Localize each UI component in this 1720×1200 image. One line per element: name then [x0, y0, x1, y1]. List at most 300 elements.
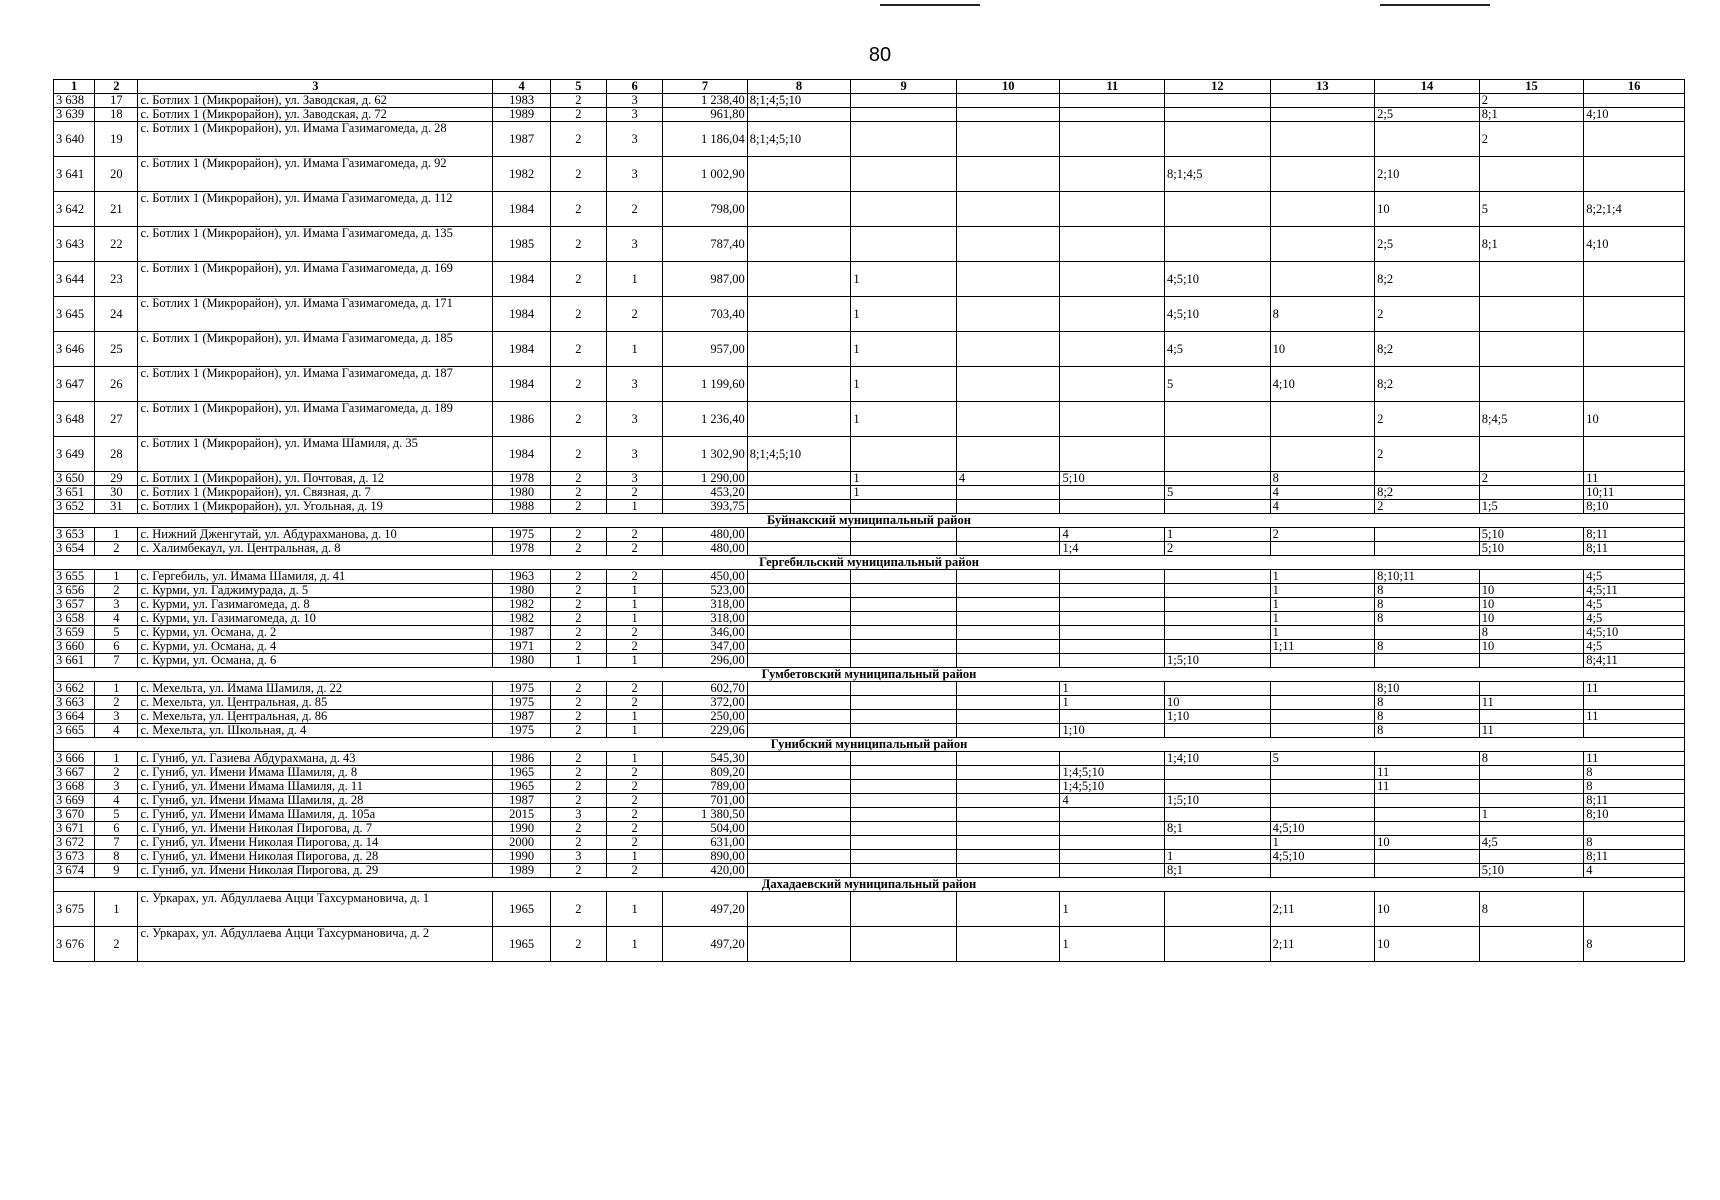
- table-cell: 11: [1584, 682, 1685, 696]
- table-cell: 3: [550, 850, 606, 864]
- table-cell: 8: [1479, 752, 1584, 766]
- table-cell: 2: [607, 864, 663, 878]
- table-cell: 11: [1584, 472, 1685, 486]
- table-cell: 2: [607, 780, 663, 794]
- table-cell: [956, 528, 1060, 542]
- table-cell: [956, 850, 1060, 864]
- table-cell: [851, 640, 957, 654]
- table-cell: [1165, 437, 1271, 472]
- table-cell: 1986: [493, 402, 550, 437]
- table-cell: 8;1;4;5: [1165, 157, 1271, 192]
- table-cell: 8;11: [1584, 528, 1685, 542]
- table-cell: 347,00: [663, 640, 747, 654]
- table-cell: [1060, 94, 1165, 108]
- table-cell: [1270, 808, 1375, 822]
- table-cell: 20: [95, 157, 138, 192]
- table-cell: 1;10: [1165, 710, 1271, 724]
- table-cell: [956, 486, 1060, 500]
- table-cell: [1060, 752, 1165, 766]
- table-cell: 1: [607, 927, 663, 962]
- table-cell: [1060, 122, 1165, 157]
- table-cell: 3: [607, 367, 663, 402]
- table-cell: 1987: [493, 122, 550, 157]
- table-cell: 5: [95, 808, 138, 822]
- table-cell: [747, 836, 851, 850]
- table-cell: [747, 486, 851, 500]
- table-cell: 3 645: [54, 297, 95, 332]
- table-cell: [956, 570, 1060, 584]
- table-cell: 3: [607, 108, 663, 122]
- table-cell: 1 380,50: [663, 808, 747, 822]
- table-cell: 8: [1479, 626, 1584, 640]
- table-cell: 2: [607, 822, 663, 836]
- table-cell: [1584, 892, 1685, 927]
- table-cell: [956, 192, 1060, 227]
- table-cell: 787,40: [663, 227, 747, 262]
- table-cell: [851, 724, 957, 738]
- table-cell: 8;1: [1165, 822, 1271, 836]
- table-cell: [1165, 227, 1271, 262]
- table-cell: 1965: [493, 892, 550, 927]
- table-cell: 1: [607, 724, 663, 738]
- table-cell: 3 671: [54, 822, 95, 836]
- table-cell: 8: [1584, 766, 1685, 780]
- table-cell: 2: [550, 122, 606, 157]
- table-cell: 2: [550, 682, 606, 696]
- table-cell: 789,00: [663, 780, 747, 794]
- table-cell: 19: [95, 122, 138, 157]
- table-cell: 3 673: [54, 850, 95, 864]
- table-cell: 17: [95, 94, 138, 108]
- table-cell: 3 668: [54, 780, 95, 794]
- table-cell: 1983: [493, 94, 550, 108]
- table-cell: [747, 500, 851, 514]
- table-cell: 3 655: [54, 570, 95, 584]
- table-cell: 523,00: [663, 584, 747, 598]
- table-cell: [1584, 367, 1685, 402]
- table-cell: 3: [607, 227, 663, 262]
- table-cell: 2015: [493, 808, 550, 822]
- table-cell: 3 665: [54, 724, 95, 738]
- table-cell: 393,75: [663, 500, 747, 514]
- table-cell: [956, 332, 1060, 367]
- table-cell: 2: [550, 528, 606, 542]
- table-cell: 2: [95, 766, 138, 780]
- table-cell: 11: [1584, 710, 1685, 724]
- table-cell: 3 639: [54, 108, 95, 122]
- table-cell: [851, 892, 957, 927]
- table-cell: [1479, 780, 1584, 794]
- table-row: [54, 584, 1685, 598]
- table-cell: 10: [1375, 892, 1480, 927]
- table-cell: [851, 598, 957, 612]
- table-cell: 3 667: [54, 766, 95, 780]
- table-cell: 8: [1584, 836, 1685, 850]
- table-cell: [956, 612, 1060, 626]
- table-cell: [1060, 192, 1165, 227]
- address-cell: с. Мехельта, ул. Школьная, д. 4: [138, 724, 493, 738]
- table-cell: 1984: [493, 262, 550, 297]
- table-row: [54, 297, 1685, 332]
- table-cell: [747, 682, 851, 696]
- column-number-cell: 3: [138, 80, 493, 94]
- address-cell: с. Ботлих 1 (Микрорайон), ул. Имама Газимагомеда, д. 169: [138, 262, 493, 297]
- table-cell: [1165, 192, 1271, 227]
- table-cell: [1270, 542, 1375, 556]
- table-cell: [1375, 822, 1480, 836]
- table-cell: [1060, 402, 1165, 437]
- table-cell: [851, 528, 957, 542]
- table-cell: [851, 612, 957, 626]
- table-cell: 29: [95, 472, 138, 486]
- table-cell: 3 676: [54, 927, 95, 962]
- table-cell: 8: [1375, 724, 1480, 738]
- table-cell: 1980: [493, 486, 550, 500]
- table-cell: [747, 696, 851, 710]
- table-cell: 3 666: [54, 752, 95, 766]
- table-cell: [747, 192, 851, 227]
- table-cell: 2: [607, 570, 663, 584]
- table-cell: 890,00: [663, 850, 747, 864]
- table-cell: 2: [550, 780, 606, 794]
- table-cell: [1479, 822, 1584, 836]
- table-cell: [1165, 892, 1271, 927]
- table-cell: 1;5;10: [1165, 794, 1271, 808]
- table-row: [54, 927, 1685, 962]
- address-cell: с. Ботлих 1 (Микрорайон), ул. Имама Шамиля, д. 35: [138, 437, 493, 472]
- table-cell: [1165, 724, 1271, 738]
- table-cell: 10: [1375, 836, 1480, 850]
- table-cell: [1479, 486, 1584, 500]
- table-cell: [1165, 94, 1271, 108]
- table-cell: 1: [1479, 808, 1584, 822]
- table-cell: [851, 227, 957, 262]
- table-cell: [956, 836, 1060, 850]
- table-cell: 8;11: [1584, 542, 1685, 556]
- table-cell: [747, 640, 851, 654]
- table-cell: 1990: [493, 822, 550, 836]
- table-row: [54, 108, 1685, 122]
- table-cell: [1060, 108, 1165, 122]
- table-cell: 2: [550, 108, 606, 122]
- table-cell: [1060, 640, 1165, 654]
- table-cell: [956, 542, 1060, 556]
- table-cell: 2: [95, 584, 138, 598]
- column-number-cell: 10: [956, 80, 1060, 94]
- address-cell: с. Курми, ул. Османа, д. 2: [138, 626, 493, 640]
- table-cell: 1: [607, 850, 663, 864]
- address-cell: с. Гергебиль, ул. Имама Шамиля, д. 41: [138, 570, 493, 584]
- table-cell: [747, 570, 851, 584]
- section-title: Гергебильский муниципальный район: [54, 556, 1685, 570]
- section-title: Дахадаевский муниципальный район: [54, 878, 1685, 892]
- address-cell: с. Уркарах, ул. Абдуллаева Ацци Тахсурмановича, д. 1: [138, 892, 493, 927]
- table-cell: [956, 584, 1060, 598]
- table-cell: 4;5;11: [1584, 584, 1685, 598]
- table-cell: 296,00: [663, 654, 747, 668]
- table-cell: [1375, 94, 1480, 108]
- table-cell: 2;11: [1270, 927, 1375, 962]
- table-cell: 3 656: [54, 584, 95, 598]
- table-cell: 1: [607, 752, 663, 766]
- column-number-cell: 4: [493, 80, 550, 94]
- table-cell: 8: [1375, 710, 1480, 724]
- table-cell: 4: [1060, 794, 1165, 808]
- table-row: [54, 472, 1685, 486]
- table-cell: 8: [1375, 696, 1480, 710]
- table-cell: [1479, 654, 1584, 668]
- table-cell: [1165, 122, 1271, 157]
- table-cell: [1165, 626, 1271, 640]
- table-cell: [1375, 122, 1480, 157]
- table-cell: [956, 780, 1060, 794]
- table-cell: [851, 108, 957, 122]
- table-cell: 2: [550, 332, 606, 367]
- table-cell: 24: [95, 297, 138, 332]
- table-cell: 1980: [493, 584, 550, 598]
- table-cell: [1165, 108, 1271, 122]
- table-cell: 2: [550, 486, 606, 500]
- table-cell: 2: [550, 836, 606, 850]
- table-row: [54, 654, 1685, 668]
- table-cell: 1: [1165, 528, 1271, 542]
- table-cell: [1479, 570, 1584, 584]
- table-cell: [956, 682, 1060, 696]
- table-cell: 1: [607, 332, 663, 367]
- table-cell: 2: [1270, 528, 1375, 542]
- table-cell: 2: [95, 927, 138, 962]
- table-cell: 3 640: [54, 122, 95, 157]
- table-cell: 5: [1165, 367, 1271, 402]
- table-cell: 2000: [493, 836, 550, 850]
- table-cell: [1165, 570, 1271, 584]
- table-cell: [851, 822, 957, 836]
- section-header-row: [54, 514, 1685, 528]
- table-row: [54, 696, 1685, 710]
- table-cell: [747, 542, 851, 556]
- table-cell: 2: [550, 927, 606, 962]
- table-cell: 1: [1060, 927, 1165, 962]
- table-cell: 4: [1584, 864, 1685, 878]
- table-cell: 2: [607, 794, 663, 808]
- table-cell: [747, 654, 851, 668]
- table-cell: 4;5: [1584, 598, 1685, 612]
- table-cell: [747, 710, 851, 724]
- table-cell: [747, 850, 851, 864]
- address-cell: с. Халимбекаул, ул. Центральная, д. 8: [138, 542, 493, 556]
- table-cell: [956, 297, 1060, 332]
- table-cell: 2: [550, 710, 606, 724]
- table-cell: [747, 528, 851, 542]
- address-cell: с. Ботлих 1 (Микрорайон), ул. Угольная, д. 19: [138, 500, 493, 514]
- table-cell: 4;5;10: [1270, 822, 1375, 836]
- table-cell: 2: [607, 682, 663, 696]
- table-cell: [1060, 864, 1165, 878]
- table-cell: 480,00: [663, 528, 747, 542]
- table-cell: [956, 108, 1060, 122]
- table-row: [54, 402, 1685, 437]
- table-cell: 1: [607, 598, 663, 612]
- table-row: [54, 892, 1685, 927]
- table-cell: 8;10;11: [1375, 570, 1480, 584]
- table-cell: [956, 500, 1060, 514]
- address-cell: с. Нижний Дженгутай, ул. Абдурахманова, д. 10: [138, 528, 493, 542]
- table-cell: [1270, 192, 1375, 227]
- table-cell: 4;5: [1584, 640, 1685, 654]
- table-cell: [956, 367, 1060, 402]
- table-cell: 30: [95, 486, 138, 500]
- table-cell: [851, 584, 957, 598]
- table-cell: 1: [550, 654, 606, 668]
- table-cell: 2: [1165, 542, 1271, 556]
- table-cell: [1060, 262, 1165, 297]
- table-cell: [747, 808, 851, 822]
- table-cell: 1: [1270, 626, 1375, 640]
- table-cell: 10: [1479, 612, 1584, 626]
- table-cell: 2: [550, 94, 606, 108]
- table-row: [54, 227, 1685, 262]
- table-cell: 1;4;5;10: [1060, 766, 1165, 780]
- table-cell: 2: [550, 402, 606, 437]
- table-cell: 450,00: [663, 570, 747, 584]
- table-row: [54, 332, 1685, 367]
- address-cell: с. Гуниб, ул. Газиева Абдурахмана, д. 43: [138, 752, 493, 766]
- table-cell: [1375, 794, 1480, 808]
- table-cell: 1 199,60: [663, 367, 747, 402]
- address-cell: с. Гуниб, ул. Имени Имама Шамиля, д. 11: [138, 780, 493, 794]
- table-cell: [1060, 570, 1165, 584]
- table-cell: 1984: [493, 192, 550, 227]
- table-cell: 2: [550, 766, 606, 780]
- table-cell: 809,20: [663, 766, 747, 780]
- table-cell: [747, 927, 851, 962]
- table-cell: 3: [607, 437, 663, 472]
- table-row: [54, 836, 1685, 850]
- table-cell: [1375, 850, 1480, 864]
- address-cell: с. Ботлих 1 (Микрорайон), ул. Связная, д. 7: [138, 486, 493, 500]
- table-cell: [747, 794, 851, 808]
- table-cell: [851, 626, 957, 640]
- table-cell: [1060, 612, 1165, 626]
- table-cell: [851, 682, 957, 696]
- top-edge-mark: [880, 4, 980, 6]
- table-cell: 8: [1584, 780, 1685, 794]
- table-cell: [956, 927, 1060, 962]
- register-body: [54, 94, 1685, 962]
- table-cell: 8: [1270, 297, 1375, 332]
- table-row: [54, 528, 1685, 542]
- column-number-cell: 7: [663, 80, 747, 94]
- table-cell: [1060, 367, 1165, 402]
- table-cell: [851, 808, 957, 822]
- table-row: [54, 367, 1685, 402]
- table-cell: 4;5: [1584, 570, 1685, 584]
- table-cell: [1375, 528, 1480, 542]
- section-title: Гунибский муниципальный район: [54, 738, 1685, 752]
- table-cell: [1270, 780, 1375, 794]
- table-cell: [956, 626, 1060, 640]
- table-cell: [1479, 367, 1584, 402]
- table-cell: [747, 724, 851, 738]
- table-cell: 420,00: [663, 864, 747, 878]
- table-cell: 1990: [493, 850, 550, 864]
- table-cell: 318,00: [663, 612, 747, 626]
- table-cell: 602,70: [663, 682, 747, 696]
- table-cell: 1982: [493, 598, 550, 612]
- table-cell: 8;1: [1479, 227, 1584, 262]
- table-cell: 1: [607, 654, 663, 668]
- table-cell: 1 236,40: [663, 402, 747, 437]
- table-cell: 1: [607, 584, 663, 598]
- table-cell: 1985: [493, 227, 550, 262]
- table-cell: [1270, 682, 1375, 696]
- table-cell: [747, 367, 851, 402]
- table-cell: 2: [550, 598, 606, 612]
- table-cell: [1165, 836, 1271, 850]
- table-cell: [851, 836, 957, 850]
- table-cell: 4;10: [1584, 108, 1685, 122]
- column-number-cell: 12: [1165, 80, 1271, 94]
- table-cell: [1060, 822, 1165, 836]
- table-cell: 1965: [493, 927, 550, 962]
- table-cell: 2: [550, 626, 606, 640]
- column-number-cell: 6: [607, 80, 663, 94]
- table-cell: [1060, 836, 1165, 850]
- column-number-cell: 11: [1060, 80, 1165, 94]
- table-cell: [1060, 626, 1165, 640]
- table-cell: 2: [1375, 437, 1480, 472]
- address-cell: с. Гуниб, ул. Имени Николая Пирогова, д. 7: [138, 822, 493, 836]
- table-cell: [851, 94, 957, 108]
- column-number-cell: 9: [851, 80, 957, 94]
- table-cell: [1060, 584, 1165, 598]
- table-cell: 11: [1479, 696, 1584, 710]
- table-cell: [747, 584, 851, 598]
- table-cell: [1584, 297, 1685, 332]
- table-cell: [1375, 654, 1480, 668]
- table-cell: 1: [607, 612, 663, 626]
- table-cell: [1165, 402, 1271, 437]
- table-cell: 1: [607, 710, 663, 724]
- table-cell: 2;5: [1375, 108, 1480, 122]
- table-cell: 2: [607, 542, 663, 556]
- table-cell: [956, 122, 1060, 157]
- table-cell: 3 661: [54, 654, 95, 668]
- table-cell: 4: [1270, 486, 1375, 500]
- table-cell: 1987: [493, 626, 550, 640]
- table-cell: [1479, 682, 1584, 696]
- table-cell: 1987: [493, 794, 550, 808]
- address-cell: с. Ботлих 1 (Микрорайон), ул. Заводская, д. 62: [138, 94, 493, 108]
- table-cell: 1975: [493, 696, 550, 710]
- table-cell: 703,40: [663, 297, 747, 332]
- table-cell: 4: [95, 724, 138, 738]
- table-cell: 2;10: [1375, 157, 1480, 192]
- table-cell: [956, 710, 1060, 724]
- table-cell: 8;2: [1375, 332, 1480, 367]
- table-cell: 28: [95, 437, 138, 472]
- address-cell: с. Гуниб, ул. Имени Николая Пирогова, д. 29: [138, 864, 493, 878]
- table-cell: [1584, 822, 1685, 836]
- table-cell: 2: [607, 766, 663, 780]
- table-cell: [747, 864, 851, 878]
- table-cell: 3 647: [54, 367, 95, 402]
- table-cell: 2;11: [1270, 892, 1375, 927]
- table-cell: 631,00: [663, 836, 747, 850]
- address-cell: с. Ботлих 1 (Микрорайон), ул. Имама Газимагомеда, д. 92: [138, 157, 493, 192]
- table-cell: 1: [851, 297, 957, 332]
- table-cell: 3: [607, 122, 663, 157]
